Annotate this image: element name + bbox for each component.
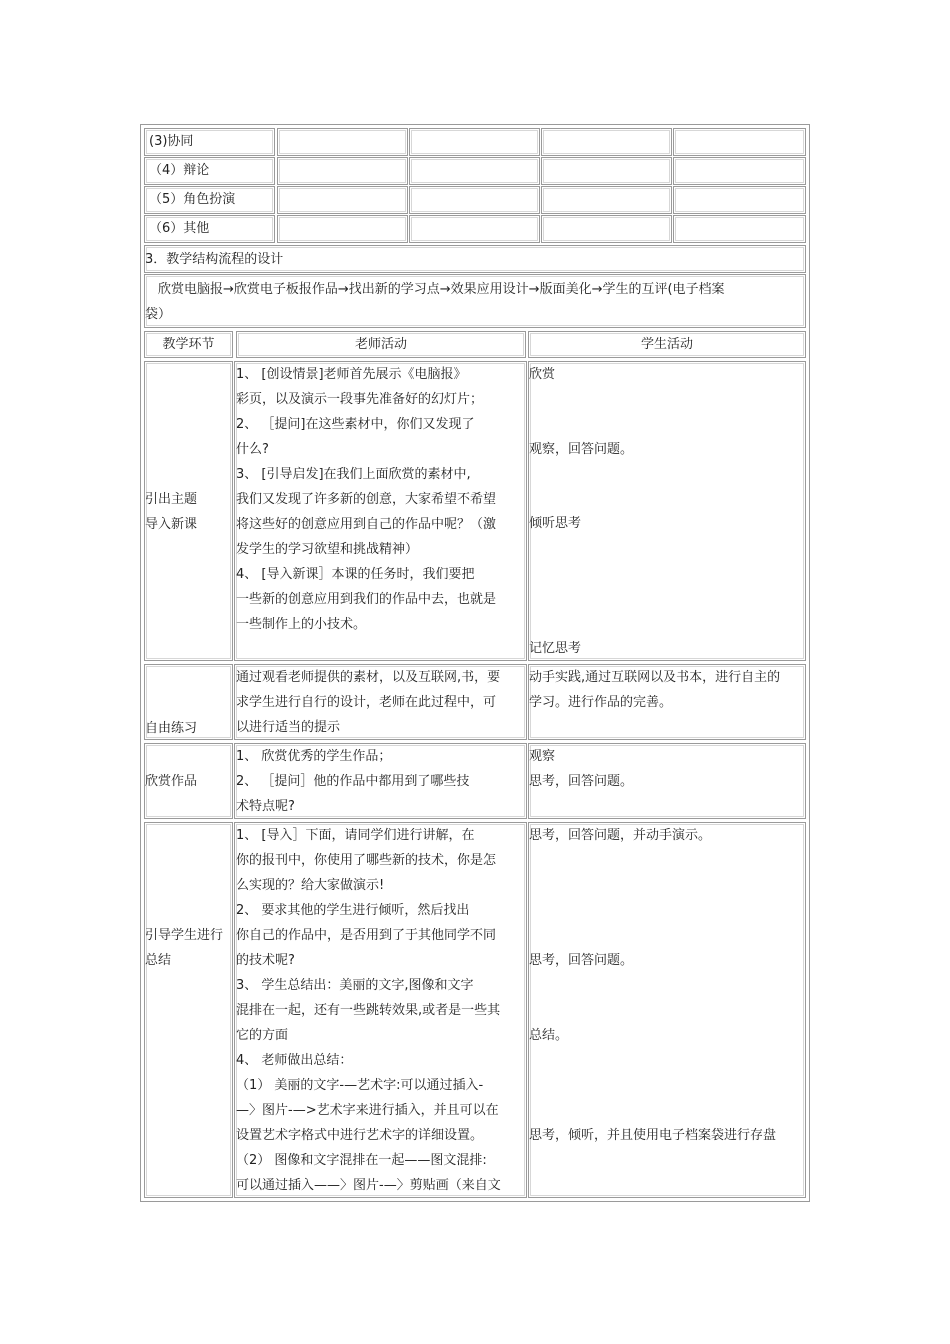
table-cell (409, 128, 540, 156)
teacher-activity: 1、 欣赏优秀的学生作品； 2、 ［提问］他的作品中都用到了哪些技 术特点呢? (236, 749, 470, 814)
stage-label: 引出主题 导入新课 (145, 492, 198, 532)
section-heading: 3．教学结构流程的设计 (145, 252, 284, 267)
column-header-student: 学生活动 (640, 337, 693, 352)
student-activity: 欣赏 (529, 367, 556, 382)
student-activity: 思考，回答问题。 (529, 953, 634, 968)
table-cell (409, 157, 540, 185)
method-label: （5）角色扮演 (149, 192, 236, 207)
table-cell (409, 215, 540, 243)
table-cell (541, 157, 672, 185)
stage-label: 引导学生进行 总结 (145, 928, 224, 968)
table-cell (673, 157, 806, 185)
table-cell (277, 128, 408, 156)
table-cell (541, 128, 672, 156)
student-activity: 观察，回答问题。 (529, 442, 634, 457)
column-header-stage: 教学环节 (162, 337, 215, 352)
method-label: （6）其他 (149, 221, 210, 236)
table-cell (277, 157, 408, 185)
student-activity: 思考，倾听，并且使用电子档案袋进行存盘 (529, 1128, 777, 1143)
student-activity: 总结。 (529, 1028, 569, 1043)
stage-label: 自由练习 (145, 721, 198, 736)
table-cell (277, 186, 408, 214)
table-cell (144, 822, 233, 1198)
table-cell (673, 186, 806, 214)
method-label: （4）辩论 (149, 163, 210, 178)
teacher-activity: 1、 [导入］下面，请同学们进行讲解，在 你的报刊中，你使用了哪些新的技术，你是怎 么实现的？给大家做演示! 2、 要求其他的学生进行倾听，然后找出 你自己的作品中，是否用到了于其他同学不同 的技术呢? 3、 学生总结出：美丽的文字,图像和文字 混排在一起，还有一些跳转效果,或者是一些其 它的方面 4、 老师做出总结： （1） 美丽的文字-—艺术字:可以通过插入- —〉图片-—>艺术字来进行插入，并且可以在 设置艺术字格式中进行艺术字的详细设置。 （2） 图像和文字混排在一起——图文混排: 可以通过插入——〉图片-—〉剪贴画（来自文 (236, 828, 501, 1193)
table-cell (277, 215, 408, 243)
flow-description: 欣赏电脑报→欣赏电子板报作品→找出新的学习点→效果应用设计→版面美化→学生的互评(电子档案 (158, 282, 725, 297)
table-cell (673, 128, 806, 156)
table-cell (409, 186, 540, 214)
column-header-teacher: 老师活动 (354, 337, 407, 352)
table-cell (541, 215, 672, 243)
student-activity: 思考，回答问题，并动手演示。 (529, 828, 712, 843)
table-cell (541, 186, 672, 214)
student-activity: 倾听思考 (529, 516, 582, 531)
student-activity: 动手实践,通过互联网以及书本，进行自主的 学习。进行作品的完善。 (529, 670, 781, 710)
teacher-activity: 通过观看老师提供的素材，以及互联网,书，要 求学生进行自行的设计，老师在此过程中，可 以进行适当的提示 (236, 670, 501, 735)
flow-description: 袋） (145, 307, 172, 322)
teacher-activity: 1、 [创设情景]老师首先展示《电脑报》 彩页，以及演示一段事先准备好的幻灯片； 2、 ［提问]在这些素材中，你们又发现了 什么? 3、 [引导启发]在我们上面欣赏的素材中, 我们又发现了许多新的创意，大家希望不希望 将这些好的创意应用到自己的作品中呢？（激 发学生的学习欲望和挑战精神） 4、 [导入新课］本课的任务时，我们要把 一些新的创意应用到我们的作品中去，也就是 一些制作上的小技术。 (236, 367, 497, 632)
table-cell (673, 215, 806, 243)
method-label: (3)协同 (149, 134, 194, 149)
student-activity: 记忆思考 (529, 641, 582, 656)
stage-label: 欣赏作品 (145, 774, 198, 789)
student-activity: 观察 思考，回答问题。 (529, 749, 634, 789)
